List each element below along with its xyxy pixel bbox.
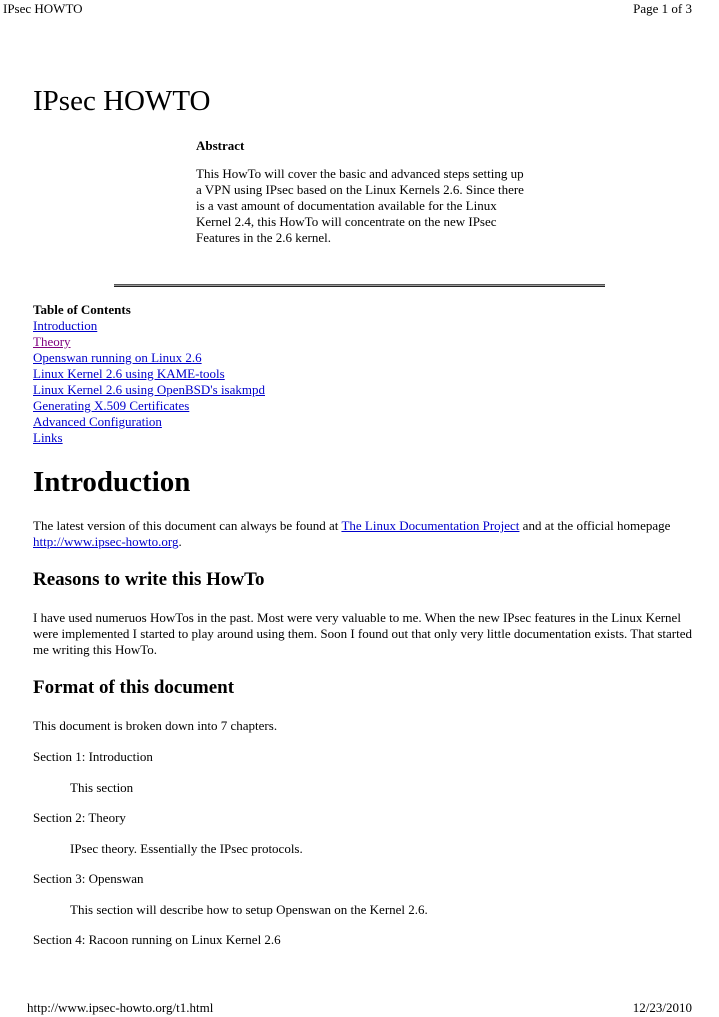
intro-text-part: . [178,534,182,549]
toc-link-isakmpd[interactable]: Linux Kernel 2.6 using OpenBSD's isakmpd [33,382,265,397]
header-doc-title: IPsec HOWTO [3,1,83,16]
header-page-number: Page 1 of 3 [633,1,692,16]
horizontal-divider [114,284,605,286]
footer-date: 12/23/2010 [632,1000,692,1015]
toc-link-x509[interactable]: Generating X.509 Certificates [33,398,190,413]
section-1-title: Section 1: Introduction [33,749,153,764]
reasons-paragraph: I have used numeruos HowTos in the past. Most were very valuable to me. When the new IPsec features in the Linux Kernel were implemented I started to play around using them. Soon I found out that only very little documentation exists. That started me writing this HowTo. [33,610,693,657]
footer-url: http://www.ipsec-howto.org/t1.html [27,1000,214,1015]
toc-link-introduction[interactable]: Introduction [33,318,98,333]
section-2-title: Section 2: Theory [33,810,126,825]
document-title: IPsec HOWTO [33,85,211,117]
section-3-title: Section 3: Openswan [33,871,144,886]
page-header [0,0,719,20]
toc-link-advanced-config[interactable]: Advanced Configuration [33,414,162,429]
toc-link-links[interactable]: Links [33,430,63,445]
section-3-description: This section will describe how to setup Openswan on the Kernel 2.6. [70,902,428,917]
abstract-text: This HowTo will cover the basic and advanced steps setting up a VPN using IPsec based on the Linux Kernels 2.6. Since there is a vast amount of documentation available for the Linux Kernel 2.4, this HowTo will concentrate on the new IPsec Features in the 2.6 kernel. [196,166,524,245]
section-2-description: IPsec theory. Essentially the IPsec protocols. [70,841,303,856]
format-intro: This document is broken down into 7 chapters. [33,718,278,733]
reasons-heading: Reasons to write this HowTo [33,569,265,590]
intro-text-part: The latest version of this document can always be found at [33,518,342,533]
toc-link-openswan[interactable]: Openswan running on Linux 2.6 [33,350,202,365]
section-1-description: This section [70,780,134,795]
table-of-contents [33,302,265,446]
toc-link-kame-tools[interactable]: Linux Kernel 2.6 using KAME-tools [33,366,225,381]
tldp-link[interactable]: The Linux Documentation Project [341,518,520,533]
introduction-heading: Introduction [33,466,191,498]
section-4-title: Section 4: Racoon running on Linux Kernel 2.6 [33,932,281,947]
toc-link-theory[interactable]: Theory [33,334,71,349]
toc-heading: Table of Contents [33,302,131,317]
intro-text-part: and at the official homepage [519,518,671,533]
introduction-paragraph [33,518,693,550]
homepage-link[interactable]: http://www.ipsec-howto.org [33,534,179,549]
abstract-heading: Abstract [196,138,245,153]
page-footer [0,1000,719,1017]
format-heading: Format of this document [33,677,235,698]
